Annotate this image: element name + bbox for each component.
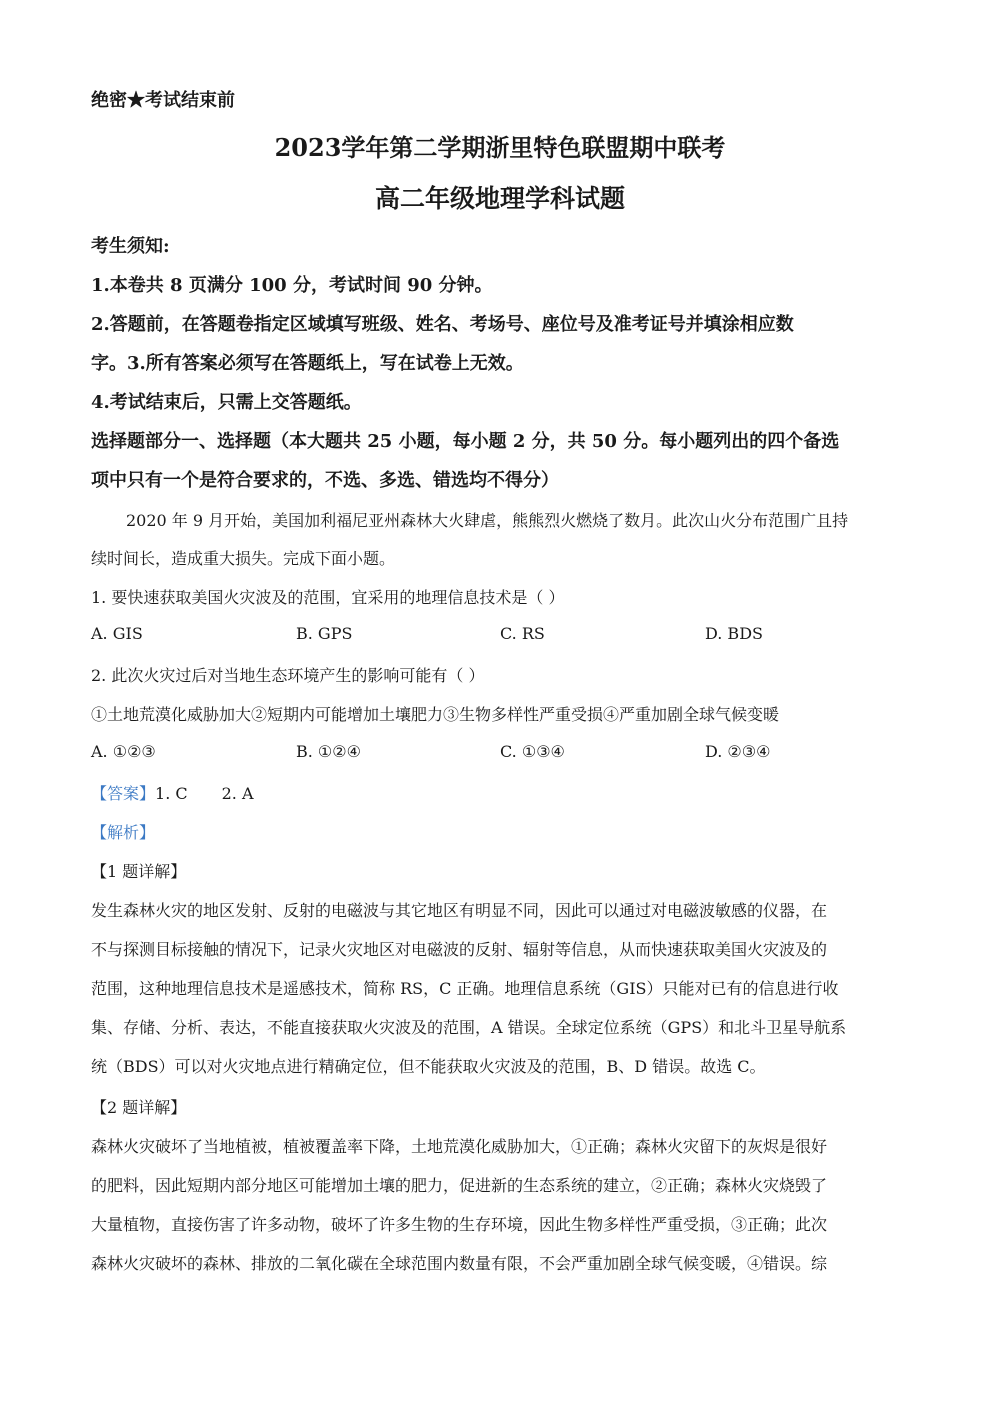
analysis-label: 【解析】 (91, 823, 156, 842)
detail-1-heading: 【1 题详解】 (91, 862, 187, 881)
question-1-stem: 1. 要快速获取美国火灾波及的范围，宜采用的地理信息技术是（ ） (91, 588, 565, 607)
detail-1-line: 不与探测目标接触的情况下，记录火灾地区对电磁波的反射、辐射等信息，从而快速获取美国火灾波及的 (91, 940, 828, 959)
detail-2-line: 森林火灾破坏的森林、排放的二氧化碳在全球范围内数量有限，不会严重加剧全球气候变暖，④错误。综 (91, 1254, 828, 1273)
q2-option-c: C. ①③④ (500, 742, 565, 761)
answer-label: 【答案】 (91, 784, 156, 803)
answer-row (91, 781, 254, 804)
question-2-stem: 2. 此次火灾过后对当地生态环境产生的影响可能有（ ） (91, 666, 485, 685)
q2-option-d: D. ②③④ (705, 742, 771, 761)
detail-1-line: 集、存储、分析、表达，不能直接获取火灾波及的范围，A 错误。全球定位系统（GPS）和北斗卫星导航系 (91, 1018, 847, 1037)
exam-subtitle: 高二年级地理学科试题 (374, 184, 625, 213)
confidential-mark: 绝密★考试结束前 (91, 90, 235, 111)
section-heading-b: 项中只有一个是符合要求的，不选、多选、错选均不得分） (91, 470, 559, 491)
detail-1-line: 发生森林火灾的地区发射、反射的电磁波与其它地区有明显不同，因此可以通过对电磁波敏感的仪器，在 (91, 901, 828, 920)
q1-option-c: C. RS (500, 624, 545, 643)
detail-2-heading: 【2 题详解】 (91, 1098, 187, 1117)
detail-1-line: 统（BDS）可以对火灾地点进行精确定位，但不能获取火灾波及的范围，B、D 错误。故选 C。 (91, 1057, 766, 1076)
detail-1-line: 范围，这种地理信息技术是遥感技术，简称 RS，C 正确。地理信息系统（GIS）只能对已有的信息进行收 (91, 979, 839, 998)
section-heading-a: 选择题部分一、选择题（本大题共 25 小题，每小题 2 分，共 50 分。每小题列出的四个备选 (91, 431, 840, 452)
detail-2-line: 的肥料，因此短期内部分地区可能增加土壤的肥力，促进新的生态系统的建立，②正确；森林火灾烧毁了 (91, 1176, 828, 1195)
q2-option-b: B. ①②④ (296, 742, 361, 761)
notice-item-4: 4.考试结束后，只需上交答题纸。 (91, 392, 362, 413)
notice-item-2b: 字。3.所有答案必须写在答题纸上，写在试卷上无效。 (91, 353, 524, 374)
detail-2-line: 大量植物，直接伤害了许多动物，破坏了许多生物的生存环境，因此生物多样性严重受损，③正确；此次 (91, 1215, 828, 1234)
exam-title: 2023学年第二学期浙里特色联盟期中联考 (274, 133, 726, 162)
answer-1: 1. C (155, 784, 188, 803)
material-line-2: 续时间长，造成重大损失。完成下面小题。 (91, 549, 396, 568)
question-2-statements: ①土地荒漠化威胁加大②短期内可能增加土壤肥力③生物多样性严重受损④严重加剧全球气候变暖 (91, 705, 780, 724)
q1-option-d: D. BDS (705, 624, 763, 643)
notice-item-2a: 2.答题前，在答题卷指定区域填写班级、姓名、考场号、座位号及准考证号并填涂相应数 (91, 314, 794, 335)
answer-2: 2. A (221, 784, 254, 803)
q1-option-a: A. GIS (91, 624, 143, 643)
q2-option-a: A. ①②③ (91, 742, 156, 761)
notice-item-1: 1.本卷共 8 页满分 100 分，考试时间 90 分钟。 (91, 275, 493, 296)
notice-heading: 考生须知: (91, 236, 170, 257)
q1-option-b: B. GPS (296, 624, 353, 643)
detail-2-line: 森林火灾破坏了当地植被，植被覆盖率下降，土地荒漠化威胁加大，①正确；森林火灾留下的灰烬是很好 (91, 1137, 828, 1156)
material-line-1: 2020 年 9 月开始，美国加利福尼亚州森林大火肆虐，熊熊烈火燃烧了数月。此次山火分布范围广且持 (126, 511, 849, 530)
